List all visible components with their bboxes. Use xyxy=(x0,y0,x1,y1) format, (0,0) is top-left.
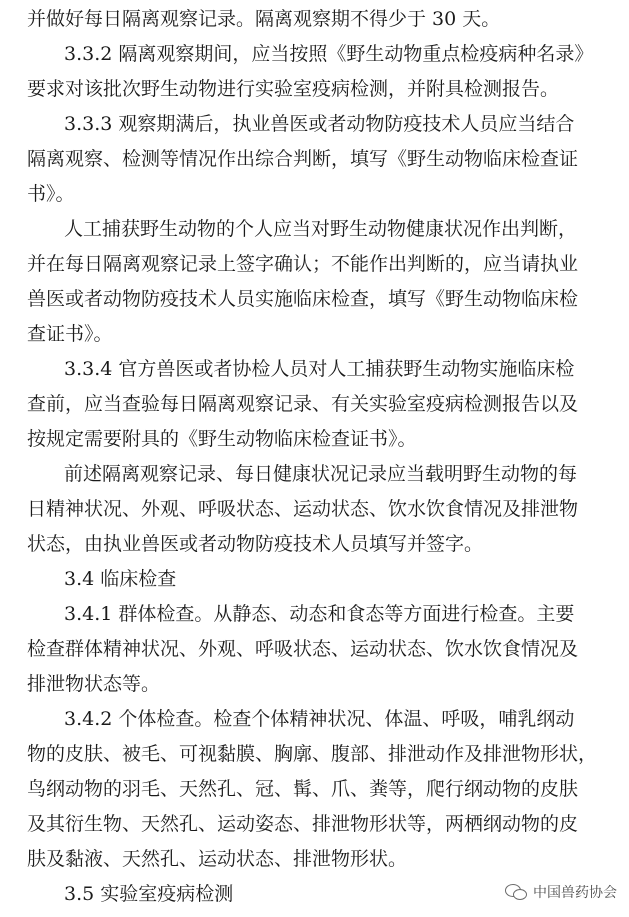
watermark-text: 中国兽药协会 xyxy=(533,885,617,901)
text-line: 前述隔离观察记录、每日健康状况记录应当载明野生动物的每 xyxy=(64,463,578,485)
text-line: 3.3.4 官方兽医或者协检人员对人工捕获野生动物实施临床检 xyxy=(64,358,575,380)
text-line: 书》。 xyxy=(27,183,75,205)
text-line: 状态，由执业兽医或者动物防疫技术人员填写并签字。 xyxy=(27,533,484,555)
text-line: 肤及黏液、天然孔、运动状态、排泄物形状。 xyxy=(27,848,408,870)
section-heading: 3.4 临床检查 xyxy=(64,568,177,590)
text-line: 兽医或者动物防疫技术人员实施临床检查，填写《野生动物临床检 xyxy=(27,288,579,310)
text-line: 排泄物状态等。 xyxy=(27,673,161,695)
text-line: 3.4.1 群体检查。从静态、动态和食态等方面进行检查。主要 xyxy=(64,603,575,625)
text-line: 3.3.2 隔离观察期间，应当按照《野生动物重点检疫病种名录》 xyxy=(64,43,594,65)
text-line: 并在每日隔离观察记录上签字确认；不能作出判断的，应当请执业 xyxy=(27,253,579,275)
text-line: 日精神状况、外观、呼吸状态、运动状态、饮水饮食情况及排泄物 xyxy=(27,498,579,520)
text-line: 隔离观察、检测等情况作出综合判断，填写《野生动物临床检查证 xyxy=(27,148,579,170)
section-heading: 3.5 实验室疫病检测 xyxy=(64,883,234,905)
text-line: 按规定需要附具的《野生动物临床检查证书》。 xyxy=(27,428,417,450)
text-line: 要求对该批次野生动物进行实验室疫病检测，并附具检测报告。 xyxy=(27,78,560,100)
text-line: 及其衍生物、天然孔、运动姿态、排泄物形状等，两栖纲动物的皮 xyxy=(27,813,579,835)
text-line: 查证书》。 xyxy=(27,323,113,345)
watermark xyxy=(505,880,617,904)
text-line: 鸟纲动物的羽毛、天然孔、冠、髯、爪、粪等，爬行纲动物的皮肤 xyxy=(27,778,579,800)
text-line: 人工捕获野生动物的个人应当对野生动物健康状况作出判断， xyxy=(64,218,578,240)
wechat-icon xyxy=(505,883,527,901)
text-line: 查前，应当查验每日隔离观察记录、有关实验室疫病检测报告以及 xyxy=(27,393,579,415)
text-line: 3.3.3 观察期满后，执业兽医或者动物防疫技术人员应当结合 xyxy=(64,113,575,135)
text-line: 并做好每日隔离观察记录。隔离观察期不得少于 30 天。 xyxy=(27,8,501,30)
text-line: 3.4.2 个体检查。检查个体精神状况、体温、呼吸，哺乳纲动 xyxy=(64,708,575,730)
text-line: 物的皮肤、被毛、可视黏膜、胸廓、腹部、排泄动作及排泄物形状， xyxy=(27,743,598,765)
text-line: 检查群体精神状况、外观、呼吸状态、运动状态、饮水饮食情况及 xyxy=(27,638,579,660)
